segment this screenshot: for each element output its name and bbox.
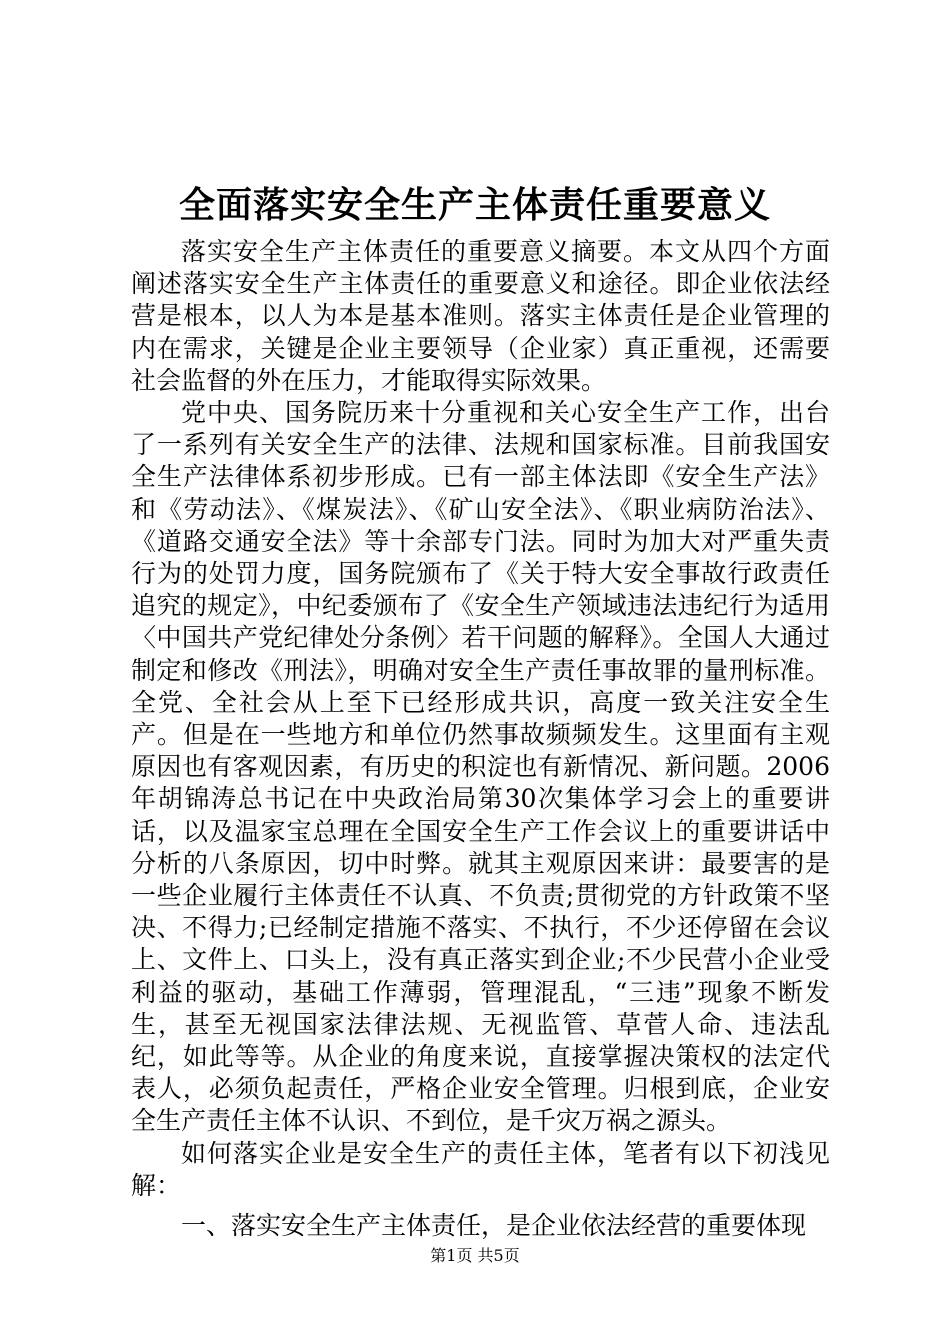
section-heading: 一、落实安全生产主体责任，是企业依法经营的重要体现	[181, 1211, 807, 1241]
abstract-paragraph: 落实安全生产主体责任的重要意义摘要。本文从四个方面阐述落实安全生产主体责任的重要意义和途径。即企业依法经营是根本，以人为本是基本准则。落实主体责任是企业管理的内在需求，关键是企业主要领导（企业家）真正重视，还需要社会监督的外在压力，才能取得实际效果。	[131, 237, 830, 395]
intro-paragraph: 如何落实企业是安全生产的责任主体，笔者有以下初浅见解：	[131, 1138, 830, 1200]
page-footer: 第1页 共5页	[430, 1246, 520, 1265]
background-paragraph: 党中央、国务院历来十分重视和关心安全生产工作，出台了一系列有关安全生产的法律、法规和国家标准。目前我国安全生产法律体系初步形成。已有一部主体法即《安全生产法》和《劳动法》、《煤炭法》、《矿山安全法》、《职业病防治法》、《道路交通安全法》等十余部专门法。同时为加大对严重失责行为的处罚力度，国务院颁布了《关于特大安全事故行政责任追究的规定》，中纪委颁布了《安全生产领域违法违纪行为适用〈中国共产党纪律处分条例〉若干问题的解释》。全国人大通过制定和修改《刑法》，明确对安全生产责任事故罪的量刑标准。全党、全社会从上至下已经形成共识，高度一致关注安全生产。但是在一些地方和单位仍然事故频频发生。这里面有主观原因也有客观因素，有历史的积淀也有新情况、新问题。2006年胡锦涛总书记在中央政治局第30次集体学习会上的重要讲话，以及温家宝总理在全国安全生产工作会议上的重要讲话中分析的八条原因，切中时弊。就其主观原因来讲：最要害的是一些企业履行主体责任不认真、不负责;贯彻党的方针政策不坚决、不得力;已经制定措施不落实、不执行，不少还停留在会议上、文件上、口头上，没有真正落实到企业;不少民营小企业受利益的驱动，基础工作薄弱，管理混乱，“三违”现象不断发生，甚至无视国家法律法规、无视监管、草菅人命、违法乱纪，如此等等。从企业的角度来说，直接掌握决策权的法定代表人，必须负起责任，严格企业安全管理。归根到底，企业安全生产责任主体不认识、不到位，是千灾万祸之源头。	[131, 398, 830, 1136]
document-body	[131, 236, 830, 1242]
document-title: 全面落实安全生产主体责任重要意义	[178, 184, 771, 226]
